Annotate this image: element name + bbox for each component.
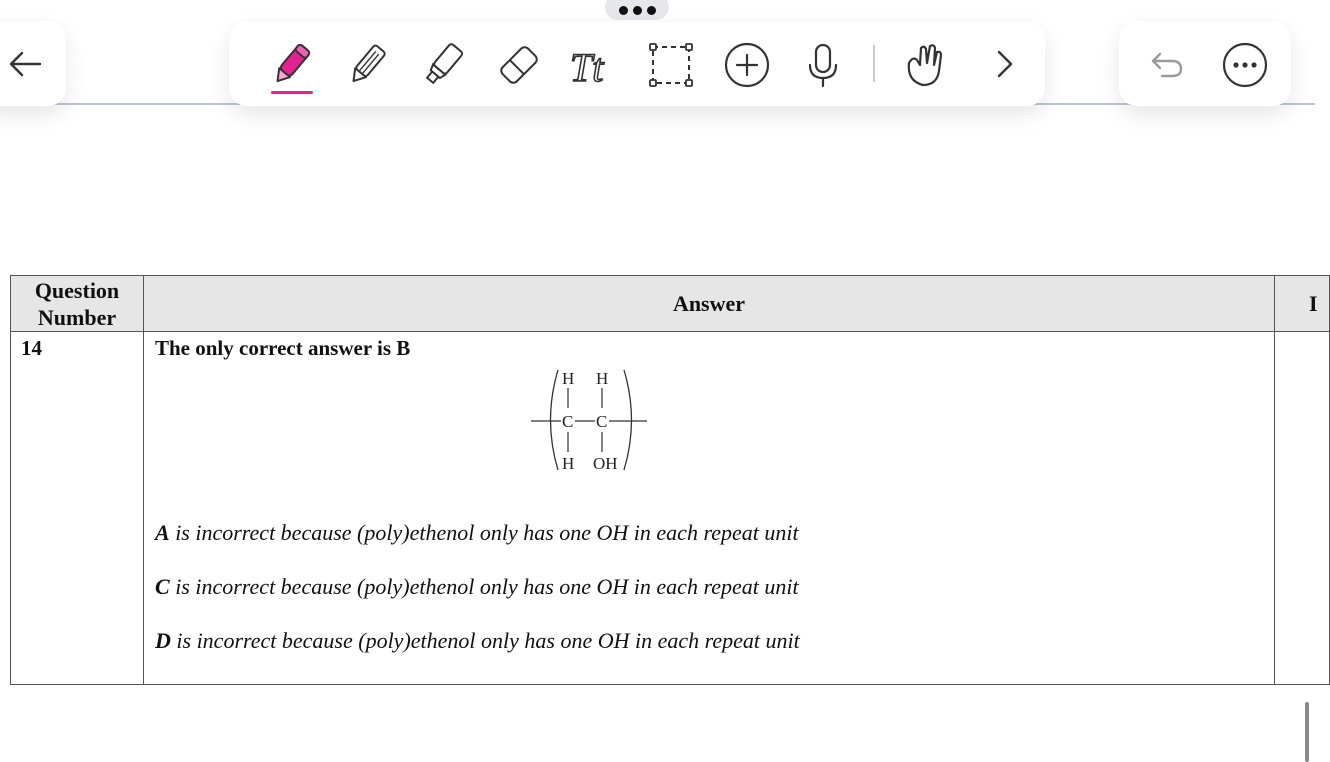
question-number-header: Question Number <box>11 276 144 332</box>
microphone-icon[interactable] <box>798 40 848 90</box>
eraser-icon[interactable] <box>494 40 544 90</box>
reason-d <box>155 628 800 654</box>
table-row <box>11 332 1330 685</box>
highlighter-icon[interactable] <box>418 40 468 90</box>
atom-label: H <box>562 454 575 473</box>
active-tool-indicator <box>271 91 313 94</box>
reason-c <box>155 574 799 600</box>
atom-label: H <box>596 369 609 388</box>
atom-label: H <box>562 369 575 388</box>
answer-cell <box>144 332 1275 685</box>
window-grabber[interactable] <box>605 0 669 20</box>
grabber-dot <box>633 6 642 15</box>
mark-scheme-table <box>10 275 1330 685</box>
pencil-icon[interactable] <box>342 40 392 90</box>
atom-label: C <box>596 412 608 431</box>
undo-icon[interactable] <box>1147 44 1187 84</box>
polyethenol-repeat-unit-diagram <box>531 366 651 478</box>
more-options-icon[interactable] <box>1220 40 1270 90</box>
pen-icon[interactable] <box>266 40 316 90</box>
reason-letter: A <box>155 520 170 545</box>
scrollbar-thumb[interactable] <box>1305 702 1309 762</box>
reason-letter: C <box>155 574 170 599</box>
reason-letter: D <box>155 628 171 653</box>
table-header-row <box>11 276 1330 332</box>
arrow-left-icon[interactable] <box>6 46 44 82</box>
add-icon[interactable] <box>722 40 772 90</box>
reason-text: is incorrect because (poly)ethenol only has one OH in each repeat unit <box>169 574 799 599</box>
grabber-dot <box>619 6 628 15</box>
reason-text: is incorrect because (poly)ethenol only has one OH in each repeat unit <box>170 628 800 653</box>
lasso-select-icon[interactable] <box>646 40 696 90</box>
text-tool-label: Tt <box>570 45 604 90</box>
atom-label: OH <box>593 454 618 473</box>
answer-heading: The only correct answer is B <box>155 336 411 360</box>
question-number: 14 <box>11 332 144 685</box>
reason-a <box>155 520 799 546</box>
hand-gesture-icon[interactable] <box>898 40 948 90</box>
text-tool-icon[interactable] <box>568 40 622 90</box>
atom-label: C <box>562 412 574 431</box>
marks-cell <box>1275 332 1330 685</box>
grabber-dot <box>647 6 656 15</box>
chevron-right-icon[interactable] <box>984 44 1024 84</box>
reason-text: is incorrect because (poly)ethenol only has one OH in each repeat unit <box>169 520 799 545</box>
toolbar-separator <box>873 45 875 82</box>
marks-header-partial: I <box>1275 276 1330 332</box>
answer-header: Answer <box>144 276 1275 332</box>
